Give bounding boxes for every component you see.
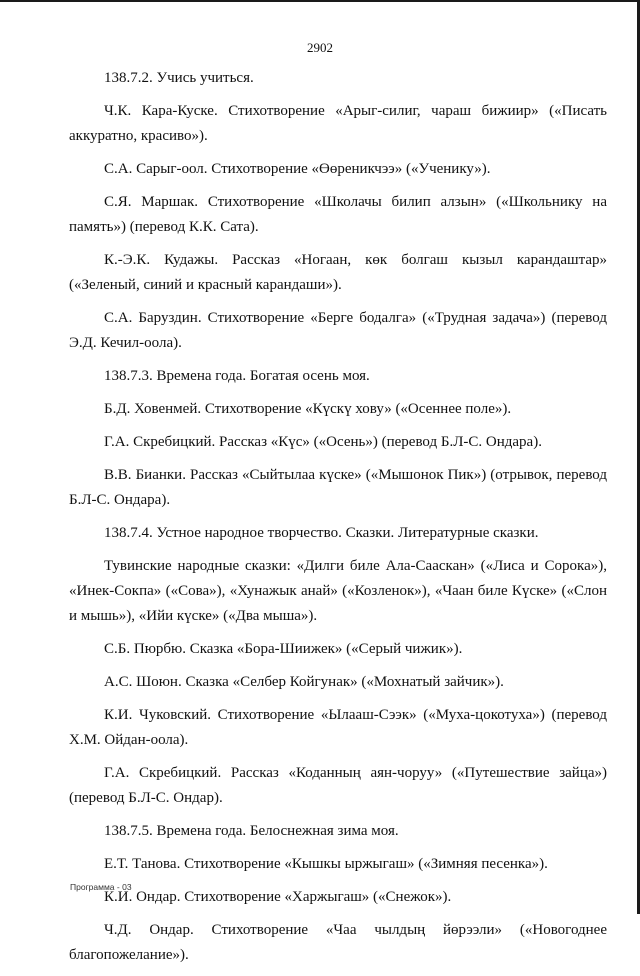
paragraph: 138.7.3. Времена года. Богатая осень моя. <box>104 368 370 384</box>
paragraph: А.С. Шоюн. Сказка «Селбер Койгунак» («Мохнатый зайчик»). <box>104 674 504 690</box>
paragraph: Ч.К. Кара-Куске. Стихотворение «Арыг-силиг, чараш бижиир» («Писать аккуратно, красиво»). <box>69 103 607 144</box>
scan-edge-top <box>0 0 640 2</box>
paragraph: К.-Э.К. Кудажы. Рассказ «Ногаан, көк болгаш кызыл карандаштар» («Зеленый, синий и красный карандаши»). <box>69 252 607 293</box>
paragraph: Г.А. Скребицкий. Рассказ «Коданның аян-чоруу» («Путешествие зайца») (перевод Б.Л-С. Ондар). <box>69 765 607 806</box>
footer-label: Программа - 03 <box>70 882 132 892</box>
paragraph: 138.7.2. Учись учиться. <box>104 70 254 86</box>
paragraph: Тувинские народные сказки: «Дилги биле Ала-Сааскан» («Лиса и Сорока»), «Инек-Сокпа» («Сова»), «Хунажык анай» («Козленок»), «Чаан биле Күске» («Слон и мышь»), «Ийи күске» («Два мыша»). <box>69 558 607 624</box>
paragraph: С.Б. Пюрбю. Сказка «Бора-Шиижек» («Серый чижик»). <box>104 641 463 657</box>
paragraph: Ч.Д. Ондар. Стихотворение «Чаа чылдың йөрээли» («Новогоднее благопожелание»). <box>69 922 607 963</box>
paragraph: Е.Т. Танова. Стихотворение «Кышкы ыржыгаш» («Зимняя песенка»). <box>104 856 548 872</box>
paragraph: С.А. Сарыг-оол. Стихотворение «Өөреникчээ» («Ученику»). <box>104 161 491 177</box>
page-number: 2902 <box>307 40 333 55</box>
paragraph: К.И. Чуковский. Стихотворение «Ылааш-Сээк» («Муха-цокотуха») (перевод Х.М. Ойдан-оола). <box>69 707 607 748</box>
paragraph: С.А. Баруздин. Стихотворение «Берге бодалга» («Трудная задача») (перевод Э.Д. Кечил-оола). <box>69 310 607 351</box>
paragraph: Б.Д. Ховенмей. Стихотворение «Күскү хову» («Осеннее поле»). <box>104 401 512 417</box>
paragraph: В.В. Бианки. Рассказ «Сыйтылаа күске» («Мышонок Пик») (отрывок, перевод Б.Л-С. Ондара). <box>69 467 607 508</box>
paragraph: 138.7.5. Времена года. Белоснежная зима моя. <box>104 823 399 839</box>
document-body <box>69 66 607 976</box>
paragraph: 138.7.4. Устное народное творчество. Сказки. Литературные сказки. <box>104 525 539 541</box>
paragraph: К.И. Ондар. Стихотворение «Харжыгаш» («Снежок»). <box>104 889 452 905</box>
paragraph: С.Я. Маршак. Стихотворение «Школачы билип алзын» («Школьнику на память») (перевод К.К. Сата). <box>69 194 607 235</box>
paragraph: Г.А. Скребицкий. Рассказ «Күс» («Осень») (перевод Б.Л-С. Ондара). <box>104 434 542 450</box>
